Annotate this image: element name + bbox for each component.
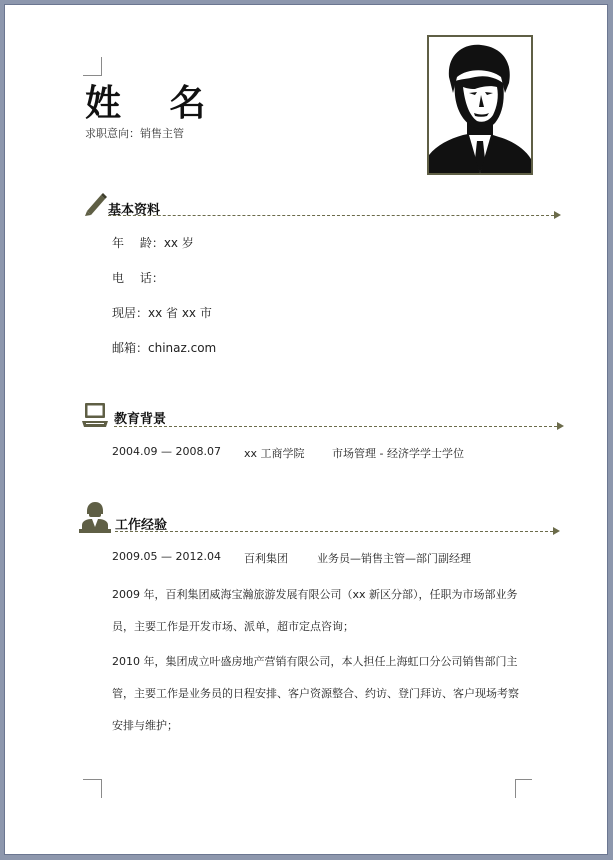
work-period: 2009.05 — 2012.04	[112, 550, 221, 563]
arrow-right-icon	[557, 422, 564, 430]
info-email: 邮箱：chinaz.com	[112, 341, 217, 355]
crop-mark-top-left	[83, 57, 102, 76]
section-divider	[115, 531, 553, 532]
job-objective: 求职意向：销售主管	[85, 127, 184, 140]
profile-photo	[427, 35, 533, 175]
education-major: 市场管理 - 经济学学士学位	[332, 447, 464, 460]
portrait-silhouette-icon	[429, 37, 531, 173]
arrow-right-icon	[553, 527, 560, 535]
info-residence: 现居：xx 省 xx 市	[112, 306, 212, 320]
resume-page	[4, 4, 608, 855]
work-description-line: 员，主要工作是开发市场、派单，超市定点咨询；	[112, 620, 354, 633]
section-title-education: 教育背景	[114, 412, 167, 427]
info-age: 年 龄：xx 岁	[112, 236, 194, 250]
computer-icon	[81, 401, 109, 429]
crop-mark-bottom-right	[515, 779, 532, 798]
section-divider	[114, 426, 557, 427]
crop-mark-bottom-left	[83, 779, 102, 798]
education-school: xx 工商学院	[244, 447, 305, 460]
work-description-line: 管，主要工作是业务员的日程安排、客户资源整合、约访、登门拜访、客户现场考察	[112, 687, 519, 700]
info-phone: 电 话：	[112, 271, 164, 285]
section-title-basic: 基本资料	[108, 203, 161, 218]
person-at-desk-icon	[79, 501, 111, 535]
pencil-icon	[83, 191, 107, 217]
work-description-line: 2009 年，百利集团威海宝瀚旅游发展有限公司（xx 新区分部），任职为市场部业务	[112, 588, 518, 601]
arrow-right-icon	[554, 211, 561, 219]
work-description-line: 2010 年，集团成立叶盛房地产营销有限公司，本人担任上海虹口分公司销售部门主	[112, 655, 518, 668]
education-period: 2004.09 — 2008.07	[112, 445, 221, 458]
section-title-work: 工作经验	[115, 518, 168, 533]
work-company: 百利集团	[244, 552, 288, 565]
name-heading: 姓 名	[85, 83, 224, 124]
work-position: 业务员—销售主管—部门副经理	[317, 552, 471, 565]
work-description-line: 安排与维护；	[112, 719, 178, 732]
section-divider	[108, 215, 554, 216]
